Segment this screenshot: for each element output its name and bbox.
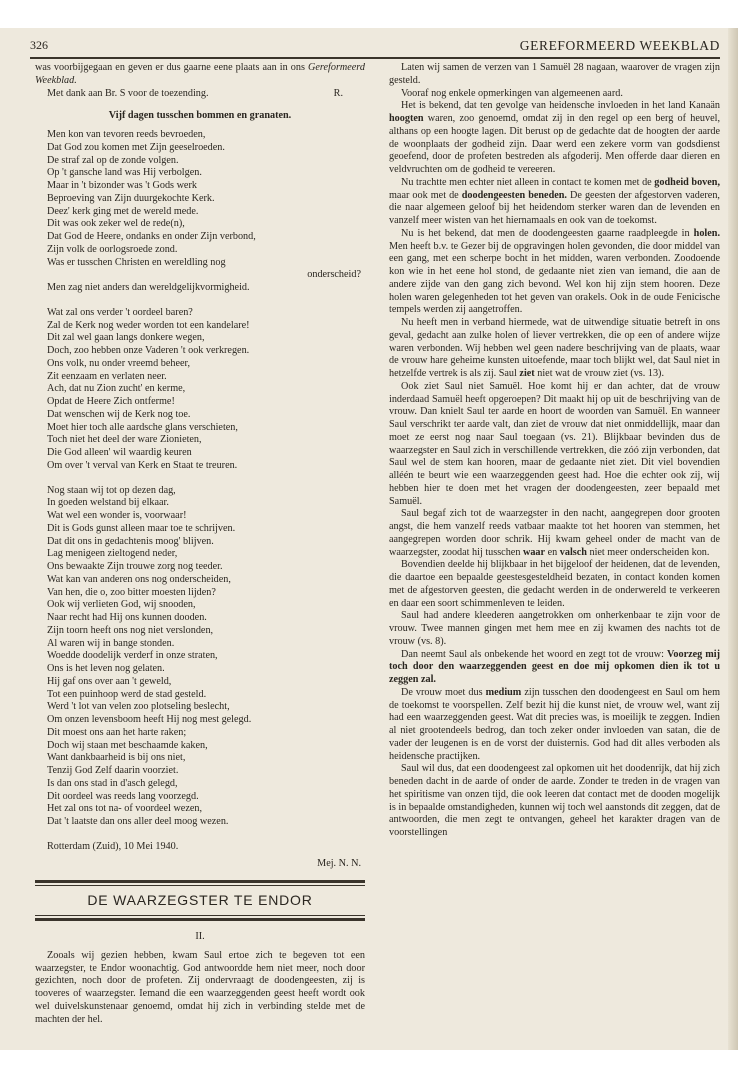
section-rule: [35, 880, 365, 883]
poem-stanza-2: [47, 307, 365, 473]
poem-line: Tenzij God Zelf daarin voorziet.: [47, 765, 179, 776]
bold-text: waar: [522, 546, 546, 558]
text: De geesten der afgestorven vaderen, die naar algemeen geloof bij het heidendom sterker waren dan de levenden en vanzelf meer wisten van het hiernamaals en ook van de toekomst.: [389, 189, 720, 226]
text: Men heeft b.v. te Gezer bij de opgravingen holen gevonden, die door middel van een gang, met een scherpe bocht in het midden, waren verbonden. Zoodoende kon wie in het eene hol stond, de gedaante niet zien van iemand, die aan de andere zijde van den gang zich bevond. Wel kon hij zijn stem hooren. Deze holen waren gelegenheden tot het geven van orakels. Ook in de oude Fenicische tempels werden zij aangetroffen.: [389, 240, 720, 316]
poem-line: Deez' kerk ging met de wereld mede.: [47, 205, 199, 217]
bold-text: medium: [485, 686, 522, 698]
poem-line: Werd 't lot van velen zoo plotseling beslecht,: [47, 701, 230, 713]
bold-text: doodengeesten beneden.: [461, 189, 567, 201]
poem-line: Zijn toorn heeft ons nog niet verslonden,: [47, 624, 214, 636]
paragraph: [389, 100, 720, 177]
poem-title: Vijf dagen tusschen bommen en granaten.: [108, 110, 292, 122]
poem-line: Doch, zoo hebben onze Vaderen 't ook verkregen.: [47, 345, 250, 356]
poem-line: Ons is het leven nog gelaten.: [47, 663, 165, 674]
thanks-line: [35, 88, 365, 101]
poem-line: Zit eenzaam en verlaten neer.: [47, 370, 167, 382]
poem-line: Wat zal ons verder 't oordeel baren?: [47, 306, 193, 318]
text: zijn tusschen den doodengeest en Saul om hem de toekomst te voorspellen. Zelf bezit hij die kunst niet, de vrouw wel, want zij had een waarzeggenden geest. Wat dit precies was, is moeilijk te zeggen. Indien al niet grootendeels bedrog, dan toch zeker onder invloeden van satan, die de vader der leugenen is en de vorst der duisternis. God had dit alles verboden als heidensche practijken.: [389, 686, 720, 762]
poem-line: Moet hier toch alle aardsche glans verschieten,: [47, 421, 238, 433]
page-header: [30, 38, 720, 58]
bold-text: Voorzeg mij toch door den waarzeggenden geest en doe mij opkomen dien ik tot u zeggen zal.: [389, 648, 720, 685]
poem-line: Dit zal wel gaan langs donkere wegen,: [47, 332, 205, 344]
paragraph: [389, 228, 720, 317]
poem-line: Woedde doodelijk verderf in onze straten,: [47, 650, 218, 662]
text: Saul begaf zich tot de waarzegster in den nacht, aangegrepen door grooten angst, die hem vanzelf reeds vatbaar maakte tot het hooren van stemmen, het aangegrepen worden door schrik. Hij kwam geheel onder de macht van de waarzegster, zoodat hij tusschen: [389, 508, 720, 558]
poem-line: Toch niet het deel der ware Zionieten,: [47, 434, 202, 446]
poem-line: Wat wel een wonder is, voorwaar!: [47, 510, 187, 521]
poem-stanza-1: [47, 129, 365, 295]
journal-title: GEREFORMEERD WEEKBLAD: [519, 38, 720, 53]
poem-line: Dat God zou komen met Zijn geeselroeden.: [47, 141, 225, 153]
poem-line: Maar in 't bizonder was 't Gods werk: [47, 180, 197, 191]
poem-line: Beproeving van Zijn duurgekochte Kerk.: [47, 192, 215, 204]
text: waren, zoo genoemd, omdat zij in den regel op een berg of heuvel, althans op een hoogte lagen. Dit berust op de gedachte dat de hoogten der aarde de woonplaats der godheid zijn. Daar werd een zekere vorm van godsdienst geoefend, door de profeten bestreden als afgoderij. Men offerde daar dieren en veldvruchten om de godheid te vereeren.: [389, 113, 720, 175]
poem-line: Ons volk, nu onder vreemd beheer,: [47, 357, 191, 369]
article-title-block: [35, 880, 365, 921]
poem-line: Dit was ook zeker wel de rede(n),: [47, 218, 185, 230]
intro-journal: Gereformeerd Weekblad.: [35, 62, 365, 86]
paragraph: Saul had andere kleederen aangetrokken om onherkenbaar te zijn voor de vrouw. Twee mannen gingen met hem mee en zij kwamen des nachts tot de vrouw (vs. 8).: [389, 610, 720, 647]
poem-line: In goeden welstand bij elkaar.: [47, 497, 169, 509]
article-title: DE WAARZEGSTER TE ENDOR: [87, 892, 313, 909]
poem-line: Ach, dat nu Zion zucht' en kerme,: [47, 383, 186, 395]
text: maar ook met de: [389, 189, 462, 201]
poem-line: Ook wij verlieten God, wij snooden,: [47, 599, 196, 611]
paragraph: Laten wij samen de verzen van 1 Samuël 28 nagaan, waarover de vragen zijn gesteld.: [389, 62, 720, 86]
poem-line: Men kon van tevoren reeds bevroeden,: [47, 129, 206, 140]
page-edge: [728, 28, 738, 1050]
paragraph: Bovendien deelde hij blijkbaar in het bijgeloof der heidenen, dat de levenden, die daartoe een bepaalde geestesgesteldheid bezaten, in contact konden komen met de afgestorven geesten, die gedacht werden in de onderwereld te verkeeren en daar een soort schimmenleven te leiden.: [389, 559, 720, 609]
section-number: II.: [195, 931, 205, 942]
intro-text: was voorbijgegaan en geven er dus gaarne eene plaats aan in ons: [35, 62, 309, 73]
poem-line: Dat God de Heere, ondanks en onder Zijn verbond,: [47, 231, 256, 242]
bold-text: holen.: [693, 227, 720, 239]
article-paragraph: Zooals wij gezien hebben, kwam Saul ertoe zich te begeven tot een waarzegster, te Endor woonachtig. God antwoordde hem niet meer, noch door gezichten, noch door de profeten. Zij ondervraagt de doodengeesten, zij is tooveres of waarzegster. Iemand die een waarzeggenden geest heeft wordt ook wel duivelskunstenaar genoemd, omdat hij zich in verbinding stelde met de machten der hel.: [35, 949, 365, 1025]
text: De vrouw moet dus: [401, 686, 486, 698]
poem-line: Om over 't verval van Kerk en Staat te treuren.: [47, 459, 238, 471]
poem-line: Dat dit ons in gedachtenis moog' blijven.: [47, 535, 214, 547]
bold-text: valsch: [559, 546, 587, 558]
section-rule: [35, 915, 365, 916]
paragraph: Vooraf nog enkele opmerkingen van algemeenen aard.: [401, 87, 623, 99]
poem-line: De straf zal op de zonde volgen.: [47, 154, 179, 166]
poem-line: Dit moest ons aan het harte raken;: [47, 726, 187, 738]
poem-line: Ons bewaakte Zijn trouwe zorg nog teeder.: [47, 561, 223, 572]
header-rule: [30, 57, 720, 59]
bold-text: hoogten: [389, 113, 424, 124]
poem-line: Dit oordeel was reeds lang voorzegd.: [47, 790, 199, 802]
poem-line: Om onzen levensboom heeft Hij nog mest gelegd.: [47, 714, 252, 725]
right-column: [389, 62, 720, 840]
bold-text: godheid boven,: [654, 176, 721, 188]
text: Het is bekend, dat ten gevolge van heidensche invloeden in het land Kanaän: [401, 100, 720, 112]
poem-line: Dit is Gods gunst alleen maar toe te schrijven.: [47, 522, 236, 534]
poem-line: Is dan ons stad in d'asch gelegd,: [47, 777, 178, 789]
poem-line: Tot een puinhoop werd de stad gesteld.: [47, 688, 207, 700]
bold-text: ziet: [519, 368, 535, 379]
place-date: Rotterdam (Zuid), 10 Mei 1940.: [47, 840, 179, 852]
text: niet wat de vrouw ziet (vs. 13).: [534, 368, 664, 379]
poem-line: Was er tusschen Christen en wereldling nog: [47, 256, 226, 268]
paragraph: Ook ziet Saul niet Samuël. Hoe komt hij er dan achter, dat de vrouw inderdaad Samuël heeft opgeroepen? Dit maakt hij op uit de beschrijving van de vrouw. Dan knielt Saul ter aarde en hoort de woorden van Samuël. En wanneer Saul verschrikt ter aarde valt, dan ziet de vrouw dat niet onmiddellijk, maar dan moet ze eerst nog naar Saul toegaan (vs. 21). Blijkbaar bevinden dus de waarzegster en Saul zich in verschillende vertrekken, die zóó zijn verbonden, dat Saul wel de stem kan hooren, maar de gedaante niet ziet. Dit viel bovendien alléén te beurt wie een waarzeggenden geest had. Hoe die echter ook zij, wij hebben hier te doen met het vragen der doodengeesten, zeer bepaald met Samuël.: [389, 380, 720, 507]
text: en: [545, 546, 560, 558]
poem-line: Doch wij staan met beschaamde kaken,: [47, 739, 208, 751]
thanks-signature: R.: [333, 87, 343, 99]
left-column: [35, 62, 365, 1026]
poem-line: Van hen, die o, zoo bitter moesten lijden?: [47, 586, 216, 598]
poem-line: Nog staan wij tot op dezen dag,: [47, 484, 176, 496]
paragraph: [389, 687, 720, 764]
paragraph: Saul wil dus, dat een doodengeest zal opkomen uit het doodenrijk, dat hij zich beneden dacht in de aarde of onder de aarde. Zonder te treden in de vragen van het spiritisme van onzen tijd, die ook leeren dat contact met de dooden mogelijk is in bepaalde omstandigheden, kunnen wij toch wel aanstonds dit zeggen, dat de antwoorden, die men zegt te ontvangen, geheel het karakter dragen van de voorstellingen: [389, 763, 720, 838]
text: Nu heeft men in verband hiermede, wat de uitwendige situatie betreft in ons geval, gedacht aan zulke holen of liever vertrekken, die op een of andere wijze waren verbonden. Wij hebben wel geen nadere beschrijving van de plaats, waar de vrouw hare geheime kunsten uitoefende, maar toch blijkt wel, dat Saul niet in hetzelfde vertrek is als zij. Saul: [389, 317, 720, 379]
poem-line: Dat 't laatste dan ons aller deel moog wezen.: [47, 816, 229, 827]
poem-stanza-3: [47, 485, 365, 829]
poem-line: Die God alleen' wil waardig keuren: [47, 447, 192, 458]
text: Dan neemt Saul als onbekende het woord en zegt tot de vrouw:: [401, 648, 667, 660]
poem-line: Lag menigeen zieltogend neder,: [47, 548, 178, 560]
poem-line: Men zag niet anders dan wereldgelijkvormigheid.: [47, 282, 250, 293]
poem-line: Het zal ons tot na- of voordeel wezen,: [47, 803, 203, 815]
paragraph: [389, 317, 720, 381]
poem-line: Al waren wij in bange stonden.: [47, 637, 175, 649]
poem-line: Zijn volk de oorlogsroede zond.: [47, 243, 178, 255]
thanks-text: Met dank aan Br. S voor de toezending.: [47, 87, 209, 99]
poem-line: Dat wenschen wij de Kerk nog toe.: [47, 408, 191, 420]
poem-line: Wat kan van anderen ons nog onderscheiden,: [47, 573, 231, 585]
poem-line: Op 't gansche land was Hij verbolgen.: [47, 167, 202, 179]
poem-line: Naar recht had Hij ons kunnen dooden.: [47, 612, 207, 623]
poem-line: Zal de Kerk nog weder worden tot een kandelare!: [47, 319, 250, 331]
poem-line: Hij gaf ons over aan 't geweld,: [47, 675, 172, 687]
paragraph: [389, 508, 720, 559]
section-rule: [35, 885, 365, 886]
poem-line: onderscheid?: [307, 269, 361, 281]
page-number: 326: [30, 38, 48, 52]
intro-paragraph: [35, 62, 365, 88]
paragraph: [389, 649, 720, 687]
text: niet meer onderscheiden kon.: [586, 546, 710, 558]
poem-line: Opdat de Heere Zich ontferme!: [47, 396, 175, 407]
text: Nu trachtte men echter niet alleen in contact te komen met de: [401, 176, 655, 188]
poem-line: Want dankbaarheid is bij ons niet,: [47, 752, 186, 764]
section-rule: [35, 918, 365, 921]
text: Nu is het bekend, dat men de doodengeesten gaarne raadpleegde in: [401, 227, 694, 239]
poem-signature: Mej. N. N.: [317, 857, 361, 869]
paragraph: [389, 177, 720, 228]
